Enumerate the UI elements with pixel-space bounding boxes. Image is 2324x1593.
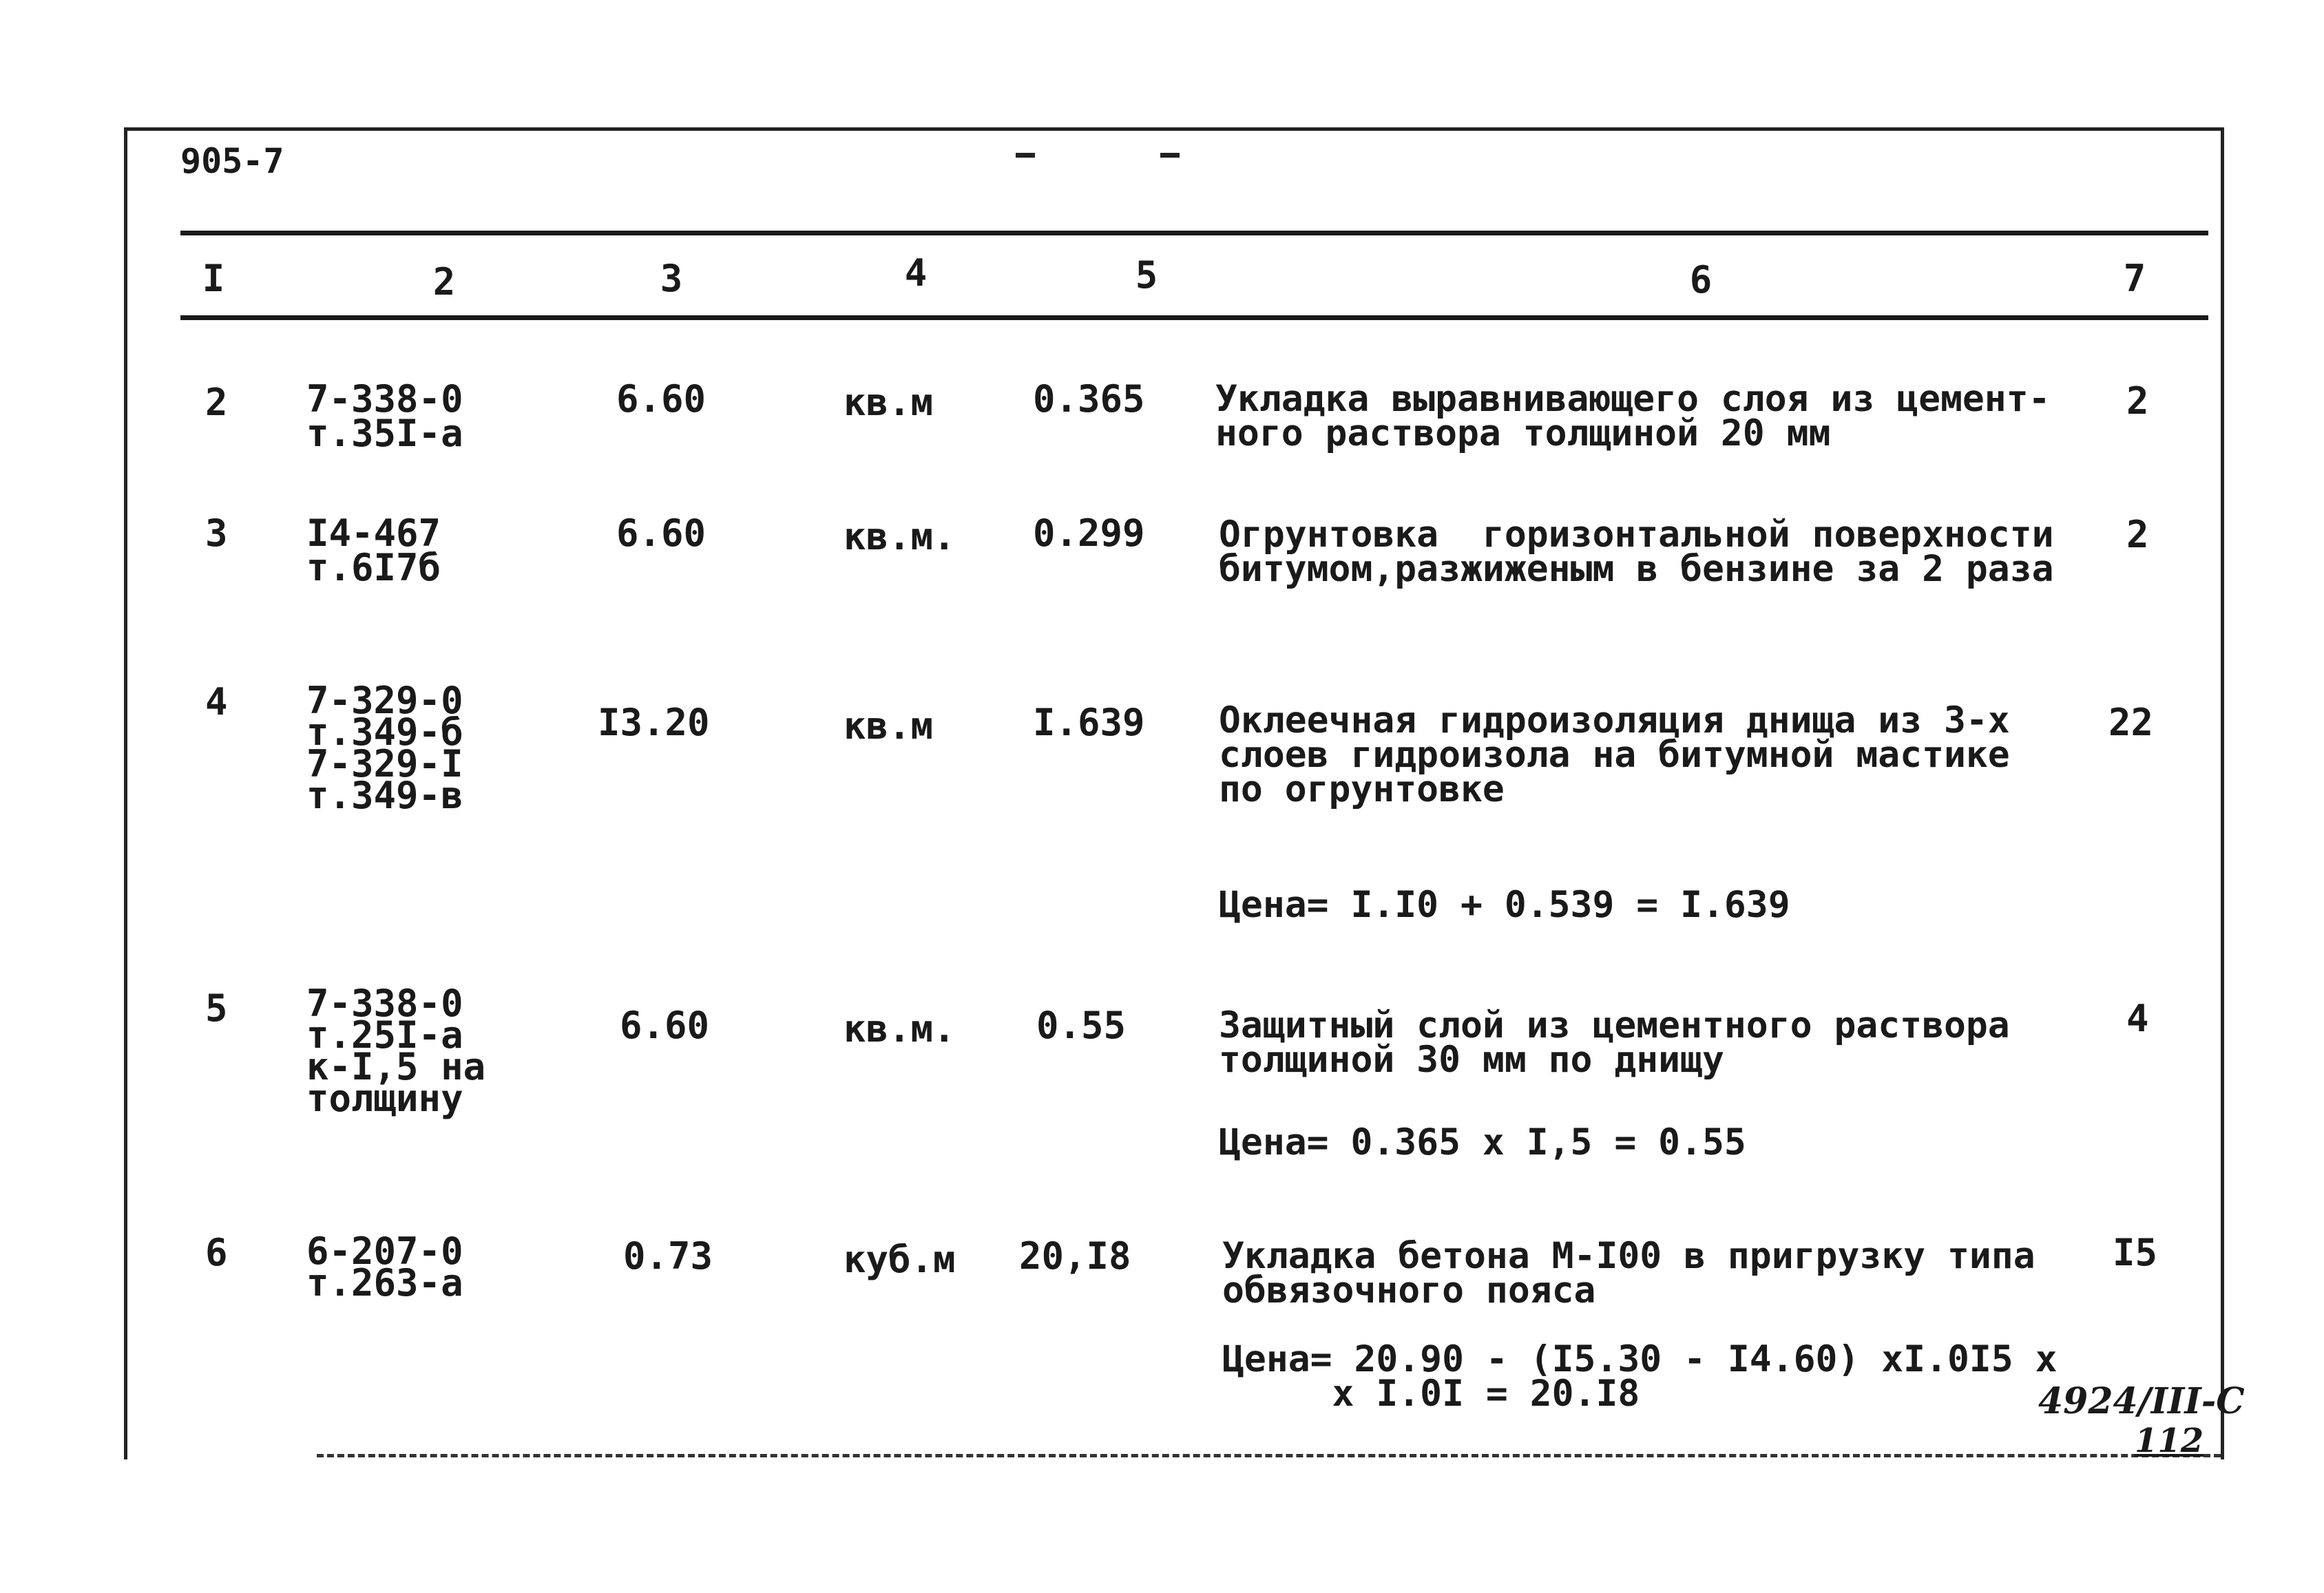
row-description: Укладка бетона М-I00 в пригрузку типа обвязочного пояса xyxy=(1222,1235,2035,1311)
row-code: 7-338-0 т.35I-а xyxy=(306,377,463,455)
row-unit: куб.м xyxy=(844,1238,956,1281)
column-header-5: 5 xyxy=(1135,253,1158,297)
row-quantity: 6.60 xyxy=(616,511,706,555)
row-number: 4 xyxy=(205,680,228,724)
row-code: 7-329-0 т.349-б 7-329-I т.349-в xyxy=(306,679,463,817)
row-formula: Цена= 20.90 - (I5.30 - I4.60) хI.0I5 х х I.0I = 20.I8 xyxy=(1222,1338,2058,1415)
bottom-border xyxy=(317,1454,2221,1457)
column-header-2: 2 xyxy=(432,260,456,304)
row-total: 4 xyxy=(2126,997,2149,1040)
row-quantity: 0.73 xyxy=(623,1234,713,1278)
page-number-stamp: 112 xyxy=(2135,1422,2204,1460)
row-code: I4-467 т.6I7б xyxy=(306,511,441,589)
row-price: 20,I8 xyxy=(1019,1234,1131,1278)
row-number: 5 xyxy=(205,987,228,1030)
row-description: Огрунтовка горизонтальной поверхности битумом,разжиженым в бензине за 2 раза xyxy=(1219,514,2054,590)
column-header-3: 3 xyxy=(660,257,683,300)
row-code: 7-338-0 т.25I-а к-I,5 на толщину xyxy=(306,982,486,1120)
header-dash xyxy=(1016,153,1035,158)
column-header-7: 7 xyxy=(2123,257,2146,300)
row-unit: кв.м xyxy=(844,704,934,748)
archive-stamp: 4924/III-С xyxy=(2038,1380,2245,1422)
document-code: 905-7 xyxy=(180,141,284,181)
row-unit: кв.м. xyxy=(844,515,956,558)
column-header-6: 6 xyxy=(1689,258,1713,302)
row-total: 2 xyxy=(2126,379,2149,423)
row-quantity: I3.20 xyxy=(598,701,710,744)
row-price: 0.55 xyxy=(1036,1004,1127,1047)
row-total: 2 xyxy=(2126,513,2149,556)
header-dash xyxy=(1160,153,1180,158)
header-top-rule xyxy=(180,231,2208,235)
row-unit: кв.м xyxy=(844,381,934,424)
row-unit: кв.м. xyxy=(844,1007,956,1051)
row-quantity: 6.60 xyxy=(616,377,706,421)
column-header-1: I xyxy=(202,257,225,300)
header-bottom-rule xyxy=(180,315,2208,320)
row-number: 2 xyxy=(205,381,228,424)
row-description: Укладка выравнивающего слоя из цемент- ного раствора толщиной 20 мм xyxy=(1215,378,2051,454)
row-price: 0.299 xyxy=(1033,511,1145,555)
row-code: 6-207-0 т.263-а xyxy=(306,1230,463,1305)
row-quantity: 6.60 xyxy=(620,1004,710,1047)
column-header-4: 4 xyxy=(904,251,928,295)
row-formula: Цена= I.I0 + 0.539 = I.639 xyxy=(1219,884,1790,926)
row-formula: Цена= 0.365 х I,5 = 0.55 xyxy=(1219,1121,1746,1163)
row-description: Оклеечная гидроизоляция днища из 3-х слоев гидроизола на битумной мастике по огрунтовке xyxy=(1219,699,2010,810)
row-total: 22 xyxy=(2108,701,2154,744)
row-total: I5 xyxy=(2113,1231,2158,1274)
row-number: 6 xyxy=(205,1231,228,1274)
row-price: I.639 xyxy=(1033,701,1145,744)
row-number: 3 xyxy=(205,511,228,555)
row-description: Защитный слой из цементного раствора толщиной 30 мм по днищу xyxy=(1219,1004,2010,1081)
row-price: 0.365 xyxy=(1033,377,1145,421)
